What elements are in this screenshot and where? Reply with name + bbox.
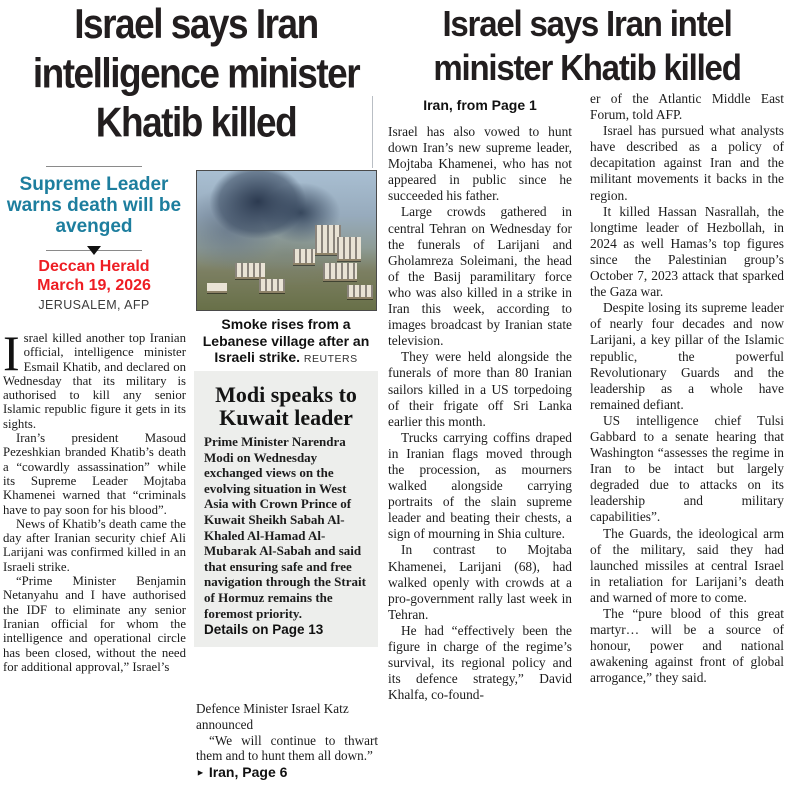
top-rule bbox=[46, 166, 142, 167]
column-rule bbox=[372, 96, 373, 168]
jump-body-column-left bbox=[388, 124, 572, 703]
modi-brief-box bbox=[194, 371, 378, 647]
lead-headline-line3: Khatib killed bbox=[95, 99, 297, 146]
jump-paragraph: In contrast to Mojtaba Khamenei, Larijani (68), had walked openly with crowds at a pro-government rally last week in Tehran. bbox=[388, 542, 572, 622]
lead-headline bbox=[0, 0, 392, 148]
jump-paragraph: er of the Atlantic Middle East Forum, told AFP. bbox=[590, 91, 784, 123]
jump-paragraph: Despite losing its supreme leader of nearly four decades and now Larijani, a key pillar of the Islamic republic, the powerful Revolutionary Guards and the leadership as a whole have remained defiant. bbox=[590, 300, 784, 412]
jump-headline bbox=[388, 2, 786, 90]
jump-paragraph: They were held alongside the funerals of more than 80 Iranian sailors killed in a US torpedoing of their frigate off Sri Lanka earlier this month. bbox=[388, 349, 572, 429]
news-photo-smoke-village bbox=[196, 170, 377, 311]
jump-paragraph: He had “effectively been the figure in charge of the regime’s survival, its regional policy and its defence strategy,” David Khalfa, co-found- bbox=[388, 622, 572, 703]
lead-body-continuation bbox=[196, 701, 378, 781]
jump-paragraph: Israel has also vowed to hunt down Iran’s new supreme leader, Mojtaba Khamenei, who has not appeared in public since he succeeded his father. bbox=[388, 124, 572, 204]
jump-body-column-right bbox=[590, 91, 784, 686]
jump-headline-line2: minister Khatib killed bbox=[433, 47, 741, 88]
caption-text: Smoke rises from a Lebanese village after an Israeli strike. bbox=[202, 316, 370, 365]
jump-paragraph: Israel has pursued what analysts have described as a policy of decapitation against Iran and the militant movements it backs in the region. bbox=[590, 123, 784, 203]
brief-details-link[interactable]: Details on Page 13 bbox=[204, 622, 324, 638]
lead-headline-line1: Israel says Iran bbox=[74, 1, 318, 48]
lead-paragraph: News of Khatib’s death came the day after Iranian security chief Ali Larijani was confirmed killed in an Israeli strike. bbox=[3, 516, 186, 574]
jump-to-page-link[interactable] bbox=[196, 765, 378, 781]
brief-body: Prime Minister Narendra Modi on Wednesday exchanged views on the evolving situation in West Asia with Crown Prince of Kuwait Sheikh Sabah Al-Khaled Al-Hamad Al-Mubarak Al-Sabah and said that ensuring safe and free navigation through the Strait of Hormuz remains the foremost priority. bbox=[204, 434, 366, 621]
jump-paragraph: US intelligence chief Tulsi Gabbard to a senate hearing that Washington “assesses the regime in Iran to be intact but largely degraded due to attacks on its leadership and military capabilities”. bbox=[590, 412, 784, 525]
photo-credit: REUTERS bbox=[303, 353, 358, 365]
katz-paragraph: Defence Minister Israel Katz announced bbox=[196, 701, 349, 732]
right-arrow-icon: ► bbox=[196, 767, 205, 778]
photo-caption bbox=[191, 316, 381, 368]
lead-body-column bbox=[3, 325, 186, 674]
publication-name: Deccan Herald bbox=[38, 258, 150, 275]
brief-title: Modi speaks to Kuwait leader bbox=[215, 382, 357, 430]
drop-cap: I bbox=[3, 325, 20, 381]
jump-paragraph: The Guards, the ideological arm of the military, said they had launched missiles at central Israel in retaliation for Larijani’s death and warned of more to come. bbox=[590, 525, 784, 605]
publication-stamp bbox=[2, 257, 186, 295]
jump-label: Iran, Page 6 bbox=[208, 764, 288, 781]
jump-paragraph: It killed Hassan Nasrallah, the longtime leader of Hezbollah, in 2024 as well Hamas’s top figures since the Palestinian group’s October 7, 2023 attack that sparked the Gaza war. bbox=[590, 203, 784, 300]
jump-paragraph: The “pure blood of this great martyr… will be a source of honour, power and national awakening against front of global arrogance,” they said. bbox=[590, 606, 784, 686]
jump-headline-line1: Israel says Iran intel bbox=[442, 3, 732, 44]
lead-paragraph: “Prime Minister Benjamin Netanyahu and I have authorised the IDF to eliminate any senior Iranian official for whom the intelligence and operational circle has been closed, without the need for additional approval,” Israel’s bbox=[3, 574, 186, 674]
publication-date: March 19, 2026 bbox=[37, 277, 151, 294]
down-triangle-icon bbox=[87, 246, 101, 255]
lead-subhead: Supreme Leader warns death will be avenged bbox=[6, 174, 182, 237]
dateline: JERUSALEM, AFP bbox=[38, 298, 150, 312]
lead-paragraph: Iran’s president Masoud Pezeshkian branded Khatib’s death a “cowardly assassination” while its Supreme Leader Mojtaba Khamenei warned that “criminals have to pay soon for his blood”. bbox=[3, 431, 186, 517]
jump-paragraph: Large crowds gathered in central Tehran on Wednesday for the funerals of Larijani and Gholamreza Soleimani, the head of the Basij paramilitary force who was also killed in a strike in Iran this week, according to images broadcast by Iranian state television. bbox=[388, 204, 572, 349]
lead-deck-block bbox=[2, 166, 186, 312]
katz-quote: “We will continue to thwart them and to hunt them all down.” bbox=[196, 732, 378, 764]
divider-with-triangle bbox=[2, 246, 186, 255]
jump-paragraph: Trucks carrying coffins draped in Iranian flags moved through the procession, as mourners walked alongside carrying portraits of the slain supreme leader and beating their chests, a sign of mourning in Shia culture. bbox=[388, 429, 572, 542]
lead-headline-line2: intelligence minister bbox=[32, 50, 360, 97]
continuation-slug: Iran, from Page 1 bbox=[423, 97, 537, 113]
lead-paragraph: Israel killed another top Iranian official, intelligence minister Esmail Khatib, and declared on Wednesday that its military is authorised to kill any senior Islamic republic figure it gets in its sights. bbox=[3, 325, 186, 431]
